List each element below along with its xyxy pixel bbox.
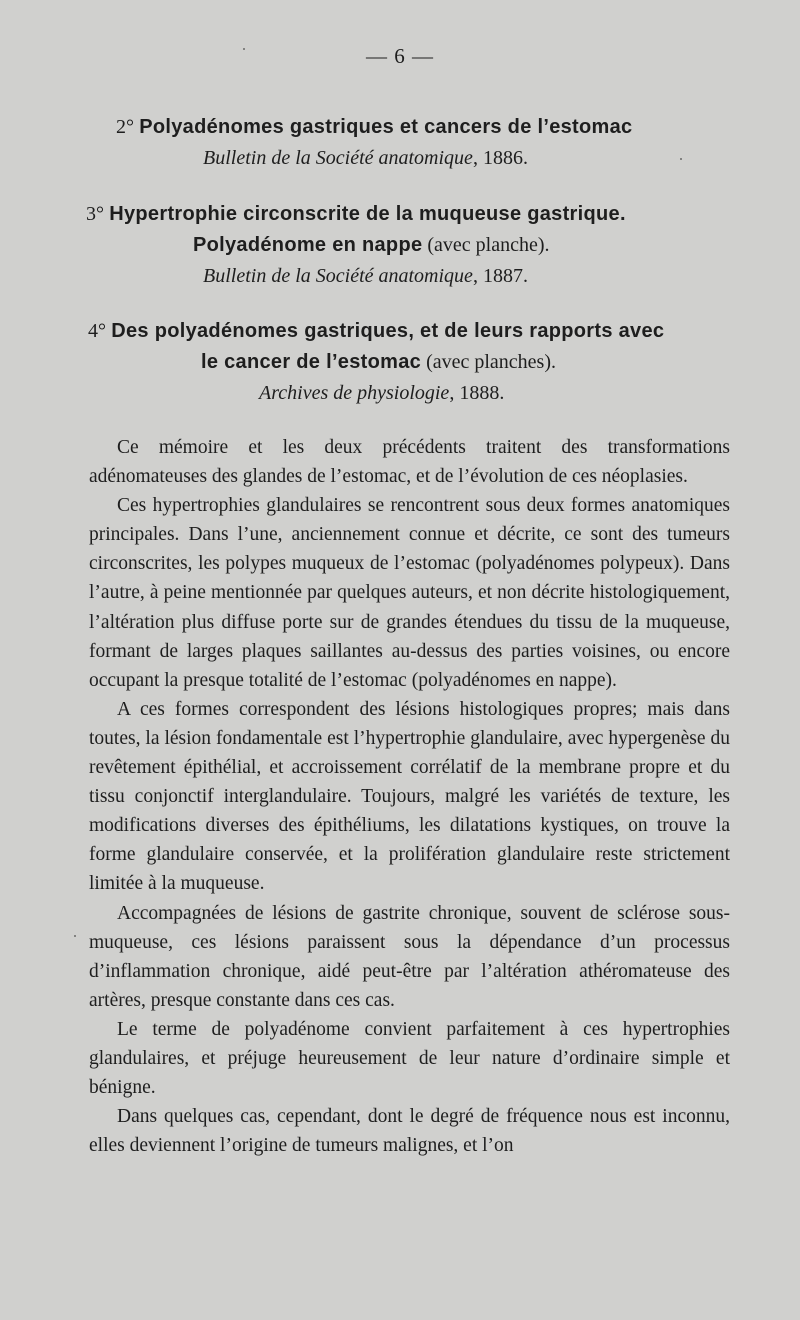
publication-entry-4 [88, 315, 748, 408]
entry-title-line-2 [86, 229, 746, 260]
entry-number: 2° [116, 116, 134, 138]
publication-entry-3 [86, 198, 746, 291]
paragraph: Le terme de polyadénome convient parfaitement à ces hypertrophies glandulaires, et préjuge heureusement de leur nature d’ordinaire simple et bénigne. [89, 1018, 730, 1099]
paragraph: Ce mémoire et les deux précédents traitent des transformations adénomateuses des glandes de l’estomac, et de l’évolution de ces néoplasies. [89, 437, 730, 488]
entry-title: Polyadénomes gastriques et cancers de l’estomac [139, 116, 633, 138]
entry-source-line [86, 260, 746, 291]
paragraph: Ces hypertrophies glandulaires se rencontrent sous deux formes anatomiques principales. Dans l’une, anciennement connue et décrite, ce sont des tumeurs circonscrites, les polypes muqueux de l’estomac (polyadénomes polypeux). Dans l’autre, à peine mentionnée par quelques auteurs, et non décrite histologiquement, l’altération plus diffuse porte sur de grandes étendues du tissu de la muqueuse, formant de larges plaques saillantes au-dessus des parties voisines, ou encore occupant la presque totalité de l’estomac (polyadénomes en nappe). [89, 495, 730, 691]
entry-source: Archives de physiologie [259, 382, 450, 404]
entry-source: Bulletin de la Société anatomique [203, 265, 473, 287]
scan-speck [243, 48, 245, 50]
entry-title-line [116, 111, 716, 142]
scan-speck [680, 158, 682, 160]
entry-title-line [86, 198, 746, 229]
entry-year: , 1888. [449, 382, 505, 404]
publication-entry-2 [116, 111, 716, 173]
scan-speck [74, 935, 76, 937]
entry-title: Hypertrophie circonscrite de la muqueuse gastrique. [109, 203, 626, 225]
entry-note: (avec planches). [421, 351, 556, 373]
paragraph: Dans quelques cas, cependant, dont le degré de fréquence nous est inconnu, elles deviennent l’origine de tumeurs malignes, et l’on [89, 1106, 730, 1157]
entry-source-line [88, 377, 748, 408]
paragraph: A ces formes correspondent des lésions histologiques propres; mais dans toutes, la lésion fondamentale est l’hypertrophie glandulaire, avec hypergenèse du revêtement épithélial, et accroissement corrélatif de la membrane propre et du tissu conjonctif interglandulaire. Toujours, malgré les variétés de texture, les modifications diverses des épithéliums, les dilatations kystiques, on trouve la forme glandulaire conservée, et la prolifération glandulaire reste strictement limitée à la muqueuse. [89, 698, 730, 895]
entry-source: Bulletin de la Société anatomique [203, 147, 473, 169]
entry-number: 4° [88, 320, 106, 342]
entry-title-continued: Polyadénome en nappe [193, 234, 423, 256]
entry-source-line [116, 142, 716, 173]
entry-year: , 1886. [472, 147, 528, 169]
entry-title-continued: le cancer de l’estomac [201, 351, 422, 373]
entry-number: 3° [86, 203, 104, 225]
paragraph: Accompagnées de lésions de gastrite chronique, souvent de sclérose sous-muqueuse, ces lésions paraissent sous la dépendance d’un processus d’inflammation chronique, aidé peut-être par l’altération athéromateuse des artères, presque constante dans ces cas. [89, 902, 730, 1011]
body-text [89, 433, 730, 1160]
entry-year: , 1887. [472, 265, 528, 287]
entry-note: (avec planche). [422, 234, 550, 256]
entry-title-line-2 [88, 346, 748, 377]
entry-title-line [88, 315, 748, 346]
page-number: — 6 — [366, 44, 434, 68]
entry-title: Des polyadénomes gastriques, et de leurs rapports avec [111, 320, 665, 342]
